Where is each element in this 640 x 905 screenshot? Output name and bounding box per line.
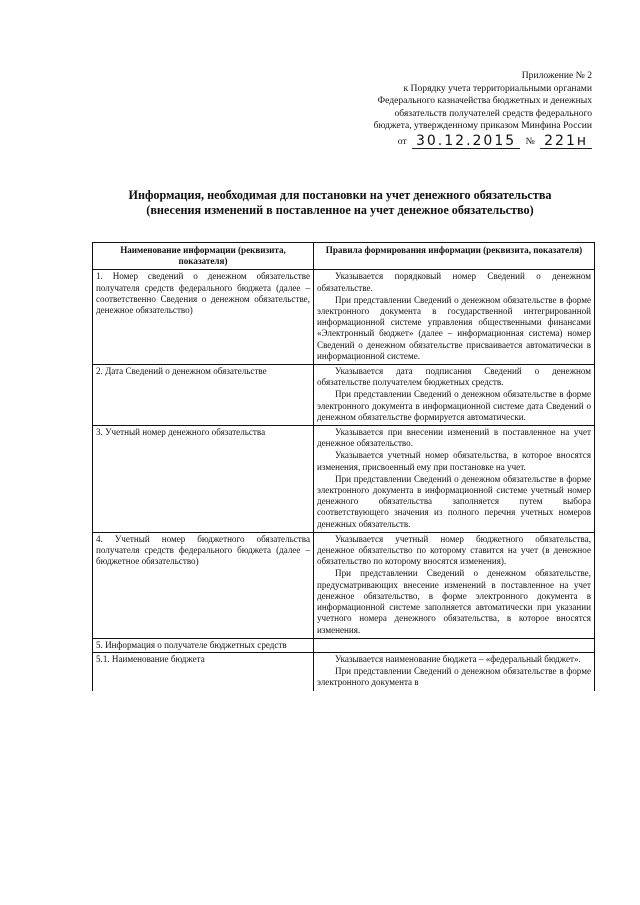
row-name: 5. Информация о получателе бюджетных средств [96,639,287,650]
row-name-cell [93,638,314,652]
row-name: 3. Учетный номер денежного обязательства [96,427,266,438]
row-name-cell [93,652,314,690]
row-name-cell [93,532,314,638]
column-header-rules: Правила формирования информации (реквизита, показателя) [314,243,595,270]
from-label: от [397,135,407,147]
row-rules-cell [314,270,595,365]
appendix-block [292,70,592,149]
rule-paragraph: При представлении Сведений о денежном обязательстве в форме электронного документа в информационной системе дата Сведений о денежном обязательстве формируется автоматически. [317,389,591,422]
appendix-line: обязательств получателей средств федерального [394,107,592,119]
rule-paragraph: Указывается при внесении изменений в поставленное на учет денежное обязательство. [317,427,591,449]
table-row [93,270,595,365]
table-row [93,365,595,426]
row-rules-cell [314,652,595,690]
row-name-cell [93,270,314,365]
rule-paragraph: При представлении Сведений о денежном обязательстве в форме электронного документа в информационной системе учетный номер денежного обязательства заполняется путем выбора соответствующего значения из полного перечня учетных номеров денежных обязательств. [317,473,591,529]
row-name-cell [93,365,314,426]
order-number: 221н [540,134,592,149]
document-title [70,188,610,217]
rule-paragraph: Указывается порядковый номер Сведений о денежном обязательстве. [317,271,591,293]
rule-paragraph: Указывается наименование бюджета – «федеральный бюджет». [335,653,581,664]
table-row [93,652,595,690]
info-table [92,242,595,691]
table-row [93,532,595,638]
row-name: 4. Учетный номер бюджетного обязательства получателя средств федерального бюджета (далее – бюджетное обязательство) [96,533,310,567]
order-date: 30.12.2015 [412,134,520,149]
row-rules-cell [314,638,595,652]
title-line-2: (внесения изменений в поставленное на учет денежное обязательство) [146,202,534,217]
table-row [93,426,595,533]
title-line-1: Информация, необходимая для постановки на учет денежного обязательства [128,188,552,202]
table-header-row [93,243,595,270]
column-header-name: Наименование информации (реквизита, показателя) [93,243,314,270]
row-name: 5.1. Наименование бюджета [96,653,205,664]
row-rules-cell [314,532,595,638]
appendix-line: бюджета, утвержденному приказом Минфина России [373,120,592,132]
rule-paragraph: При представлении Сведений о денежном обязательстве в форме электронного документа в [317,666,591,688]
row-name: 2. Дата Сведений о денежном обязательстве [96,366,267,377]
rule-paragraph: Указывается учетный номер бюджетного обязательства, денежное обязательство по которому ставится на учет (в денежное обязательство по которому вносятся изменения). [317,533,591,567]
row-rules-cell [314,365,595,426]
rule-paragraph: Указывается учетный номер обязательства, в которое вносятся изменения, присвоенный ему при постановке на учет. [317,450,591,472]
appendix-line: к Порядку учета территориальными органами [403,82,592,94]
row-name: 1. Номер сведений о денежном обязательстве получателя средств федерального бюджета (далее – соответственно Сведения о денежном обязательстве, денежное обязательство) [96,271,310,316]
rule-paragraph: Указывается дата подписания Сведений о денежном обязательстве получателем бюджетных средств. [317,366,591,388]
rule-paragraph: При представлении Сведений о денежном обязательстве, предусматривающих внесение изменений в поставленное на учет денежное обязательство, в форме электронного документа в информационной системе заполняется автоматически при указании учетного номера денежного обязательства, в которое вносятся изменения. [317,568,591,635]
appendix-line: Приложение № 2 [521,70,592,81]
row-name-cell [93,426,314,533]
table-row [93,638,595,652]
appendix-line: Федерального казначейства бюджетных и денежных [377,95,592,107]
order-date-number [395,133,592,149]
number-label: № [525,135,535,147]
rule-paragraph: При представлении Сведений о денежном обязательстве в форме электронного документа в государственной интегрированной информационной системе управления общественными финансами «Электронный бюджет» (далее – информационная система) номер Сведений о денежном обязательстве присваивается автоматически в информационной системе. [317,294,591,361]
row-rules-cell [314,426,595,533]
